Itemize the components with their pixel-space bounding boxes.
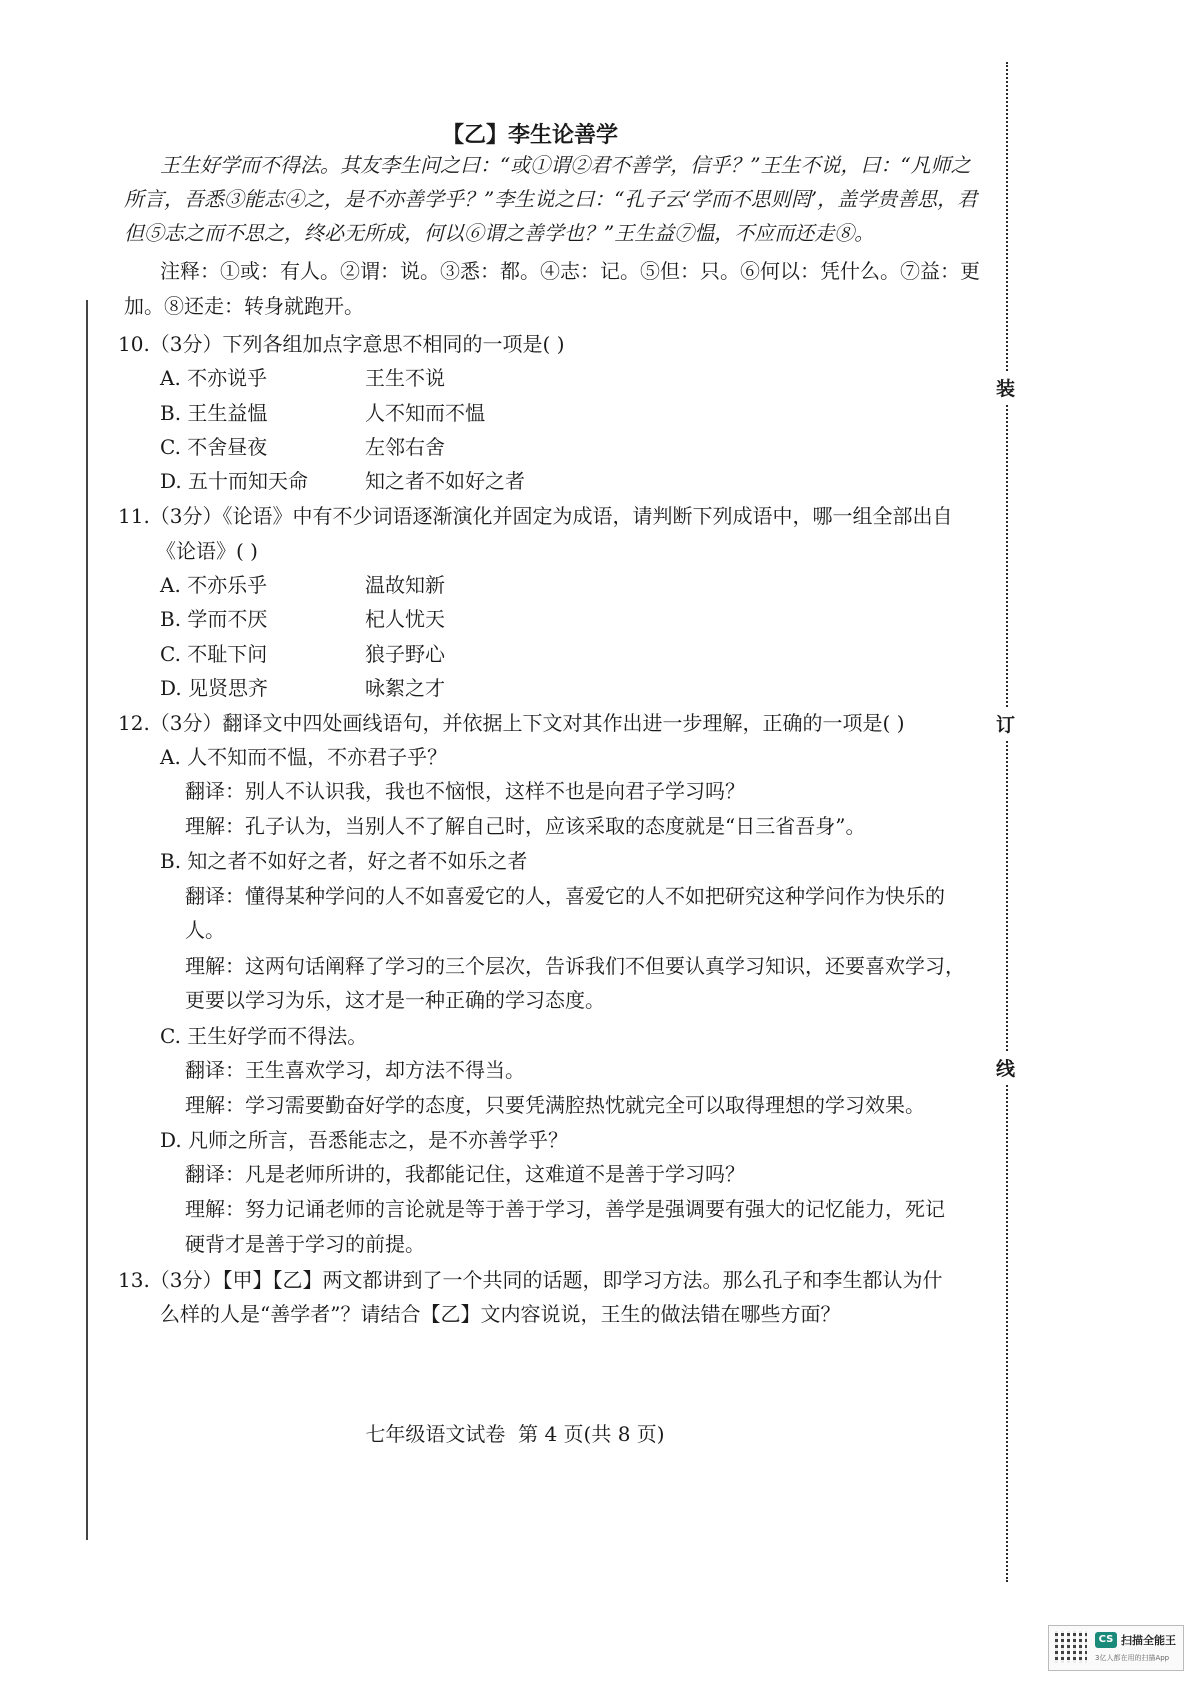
notes-line-1: 注释：①或：有人。②谓：说。③悉：都。④志：记。⑤但：只。⑥何以：凭什么。⑦益：更	[160, 259, 980, 283]
q11-option-b-right: 杞人忧天	[365, 607, 445, 631]
question-11-stem-cont: 《论语》( )	[156, 539, 258, 563]
q10-option-d-right: 知之者不如好之者	[365, 469, 525, 493]
left-margin-line	[86, 300, 88, 1540]
q12-option-b-translation-cont: 人。	[185, 918, 225, 942]
q11-option-a-left: A. 不亦乐乎	[160, 573, 268, 597]
q12-option-b-title: B. 知之者不如好之者，好之者不如乐之者	[160, 849, 528, 873]
q12-option-d-translation: 翻译：凡是老师所讲的，我都能记住，这难道不是善于学习吗？	[185, 1162, 745, 1186]
q12-option-c-translation: 翻译：王生喜欢学习，却方法不得当。	[185, 1058, 525, 1082]
q10-option-c-left: C. 不舍昼夜	[160, 435, 268, 459]
scanner-watermark	[1048, 1625, 1184, 1671]
q12-option-b-understanding: 理解：这两句话阐释了学习的三个层次，告诉我们不但要认真学习知识，还要喜欢学习，	[185, 954, 965, 978]
q11-option-d-left: D. 见贤思齐	[160, 676, 269, 700]
binding-mark-zhuang: 装	[996, 372, 1015, 403]
q10-option-c-right: 左邻右舍	[365, 435, 445, 459]
q12-option-c-understanding: 理解：学习需要勤奋好学的态度，只要凭满腔热忱就完全可以取得理想的学习效果。	[185, 1093, 925, 1117]
q12-option-d-understanding-cont: 硬背才是善于学习的前提。	[185, 1232, 425, 1256]
scanner-name: 扫描全能王	[1121, 1634, 1176, 1647]
question-10-stem: 10.（3分）下列各组加点字意思不相同的一项是( )	[118, 332, 565, 356]
page-footer: 七年级语文试卷 第 4 页(共 8 页)	[365, 1422, 665, 1446]
question-11-stem: 11.（3分）《论语》中有不少词语逐渐演化并固定为成语，请判断下列成语中，哪一组全部出自	[118, 504, 953, 528]
q12-option-b-translation: 翻译：懂得某种学问的人不如喜爱它的人，喜爱它的人不如把研究这种学问作为快乐的	[185, 884, 945, 908]
q10-option-a-left: A. 不亦说乎	[160, 366, 268, 390]
q12-option-a-title: A. 人不知而不愠，不亦君子乎？	[160, 745, 448, 769]
scanner-tagline: 3亿人都在用的扫描App	[1095, 1654, 1170, 1662]
passage-title: 【乙】李生论善学	[441, 123, 618, 148]
q10-option-b-left: B. 王生益愠	[160, 401, 268, 425]
q11-option-d-right: 咏絮之才	[365, 676, 445, 700]
q10-option-a-right: 王生不说	[365, 366, 445, 390]
passage-line-3: 但⑤志之而不思之，终必无所成，何以⑥谓之善学也？”王生益⑦愠，不应而还走⑧。	[124, 221, 875, 245]
q12-option-c-title: C. 王生好学而不得法。	[160, 1024, 368, 1048]
camscanner-logo: CS	[1095, 1632, 1117, 1648]
question-12-stem: 12.（3分）翻译文中四处画线语句，并依据上下文对其作出进一步理解，正确的一项是( )	[118, 711, 905, 735]
q11-option-c-left: C. 不耻下问	[160, 642, 268, 666]
notes-line-2: 加。⑧还走：转身就跑开。	[124, 294, 364, 318]
question-13-stem-cont: 么样的人是“善学者”？请结合【乙】文内容说说，王生的做法错在哪些方面？	[160, 1302, 841, 1326]
q12-option-a-understanding: 理解：孔子认为，当别人不了解自己时，应该采取的态度就是“日三省吾身”。	[185, 814, 866, 838]
passage-line-2: 所言，吾悉③能志④之，是不亦善学乎？”李生说之曰：“孔子云‘学而不思则罔’，盖学贵善思，君	[124, 187, 978, 211]
q10-option-d-left: D. 五十而知天命	[160, 469, 309, 493]
q11-option-a-right: 温故知新	[365, 573, 445, 597]
q12-option-b-understanding-cont: 更要以学习为乐，这才是一种正确的学习态度。	[185, 988, 605, 1012]
q12-option-d-understanding: 理解：努力记诵老师的言论就是等于善于学习，善学是强调要有强大的记忆能力，死记	[185, 1197, 945, 1221]
binding-mark-ding: 订	[996, 708, 1015, 739]
question-13-stem: 13.（3分）【甲】【乙】两文都讲到了一个共同的话题，即学习方法。那么孔子和李生都认为什	[118, 1268, 943, 1292]
qr-code-icon	[1055, 1631, 1087, 1663]
q11-option-b-left: B. 学而不厌	[160, 607, 268, 631]
q12-option-a-translation: 翻译：别人不认识我，我也不恼恨，这样不也是向君子学习吗？	[185, 779, 745, 803]
passage-line-1: 王生好学而不得法。其友李生问之曰：“或①谓②君不善学，信乎？”王生不说，曰：“凡师之	[160, 153, 971, 177]
q12-option-d-title: D. 凡师之所言，吾悉能志之，是不亦善学乎？	[160, 1128, 569, 1152]
q10-option-b-right: 人不知而不愠	[365, 401, 485, 425]
q11-option-c-right: 狼子野心	[365, 642, 445, 666]
binding-dotted-line	[1006, 62, 1008, 1582]
binding-mark-xian: 线	[996, 1052, 1015, 1083]
